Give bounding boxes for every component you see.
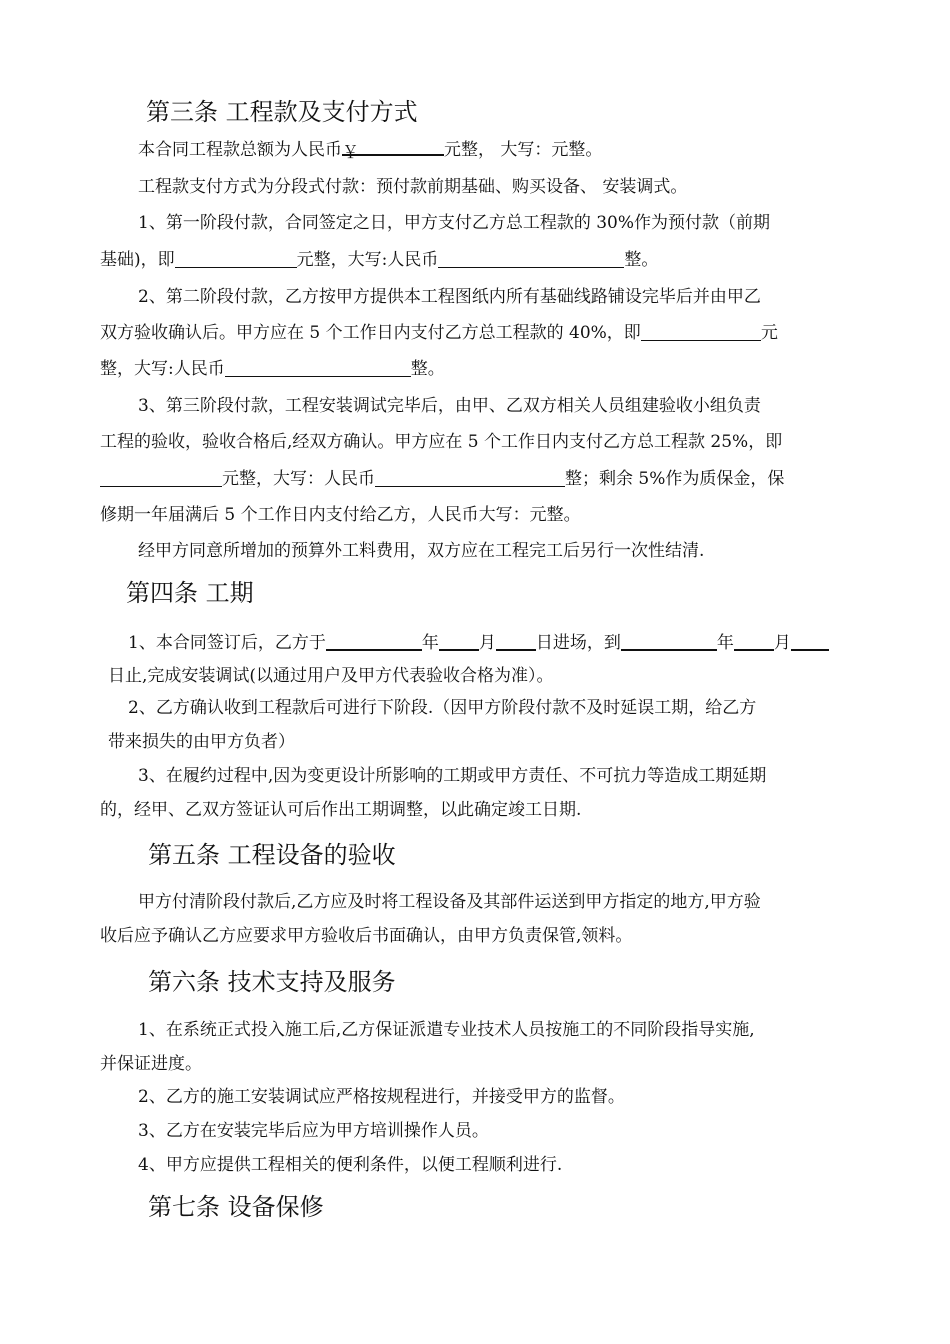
start-month-blank[interactable] bbox=[439, 630, 479, 651]
stage-3-line-3 bbox=[100, 461, 784, 498]
schedule-item-3-line-1: 3、在履约过程中,因为变更设计所影响的工期或甲方责任、不可抗力等造成工期延期 bbox=[138, 766, 767, 786]
article-3-paragraph-total bbox=[138, 132, 602, 169]
total-amount-suffix: 元整， 大写：元整。 bbox=[444, 140, 603, 160]
support-item-3: 3、乙方在安装完毕后应为甲方培训操作人员。 bbox=[138, 1121, 489, 1141]
stage-3-line-2: 工程的验收，验收合格后,经双方确认。甲方应在 5 个工作日内支付乙方总工程款 25%，即 bbox=[100, 432, 783, 452]
stage-1-text-c: 整。 bbox=[624, 250, 659, 270]
stage-1-text-a: 基础)，即 bbox=[100, 250, 175, 270]
schedule-item-3-line-2: 的，经甲、乙双方签证认可后作出工期调整，以此确定竣工日期. bbox=[100, 800, 582, 820]
stage-3-line-4: 修期一年届满后 5 个工作日内支付给乙方，人民币大写：元整。 bbox=[100, 505, 581, 525]
stage-3-text-a: 元整，大写：人民币 bbox=[222, 469, 375, 489]
acceptance-line-2: 收后应予确认乙方应要求甲方验收后书面确认，由甲方负责保管,领料。 bbox=[100, 926, 633, 946]
start-month-label: 月 bbox=[478, 633, 496, 653]
extra-cost-clause: 经甲方同意所增加的预算外工料费用，双方应在工程完工后另行一次性结清. bbox=[138, 541, 705, 561]
stage-2-amount-blank[interactable] bbox=[641, 321, 761, 341]
acceptance-line-1: 甲方付清阶段付款后,乙方应及时将工程设备及其部件运送到甲方指定的地方,甲方验 bbox=[138, 892, 761, 912]
end-month-label: 月 bbox=[773, 633, 791, 653]
start-year-label: 年 bbox=[421, 633, 439, 653]
schedule-text-a: 1、本合同签订后，乙方于 bbox=[128, 633, 326, 653]
end-year-label: 年 bbox=[716, 633, 734, 653]
article-3-payment-method: 工程款支付方式为分段式付款：预付款前期基础、购买设备、 安装调式。 bbox=[138, 177, 688, 197]
stage-2-text-c: 整，大写:人民币 bbox=[100, 359, 225, 379]
support-item-1-line-2: 并保证进度。 bbox=[100, 1054, 202, 1074]
stage-2-line-1: 2、第二阶段付款，乙方按甲方提供本工程图纸内所有基础线路铺设完毕后并由甲乙 bbox=[138, 287, 761, 307]
end-day-blank[interactable] bbox=[791, 630, 829, 651]
stage-3-words-blank[interactable] bbox=[375, 467, 565, 487]
stage-3-text-b: 整；剩余 5%作为质保金，保 bbox=[565, 469, 785, 489]
article-3-title: 第三条 工程款及支付方式 bbox=[146, 98, 418, 126]
stage-2-words-blank[interactable] bbox=[225, 357, 411, 377]
stage-1-line-2 bbox=[100, 242, 658, 279]
stage-2-line-3 bbox=[100, 351, 445, 388]
total-amount-blank[interactable] bbox=[342, 135, 444, 163]
article-5-title: 第五条 工程设备的验收 bbox=[148, 841, 396, 869]
stage-2-text-d: 整。 bbox=[410, 359, 445, 379]
article-7-title: 第七条 设备保修 bbox=[148, 1193, 324, 1221]
support-item-2: 2、乙方的施工安装调试应严格按规程进行，并接受甲方的监督。 bbox=[138, 1087, 625, 1107]
stage-1-text-b: 元整，大写:人民币 bbox=[296, 250, 439, 270]
end-year-blank[interactable] bbox=[621, 630, 717, 651]
end-month-blank[interactable] bbox=[734, 630, 774, 651]
support-item-4: 4、甲方应提供工程相关的便利条件，以便工程顺利进行. bbox=[138, 1155, 563, 1175]
support-item-1-line-1: 1、在系统正式投入施工后,乙方保证派遣专业技术人员按施工的不同阶段指导实施, bbox=[138, 1020, 755, 1040]
stage-3-amount-blank[interactable] bbox=[100, 467, 222, 487]
stage-1-words-blank[interactable] bbox=[438, 248, 624, 268]
start-day-blank[interactable] bbox=[496, 630, 536, 651]
stage-1-line-1: 1、第一阶段付款，合同签定之日，甲方支付乙方总工程款的 30%作为预付款（前期 bbox=[138, 213, 771, 233]
stage-1-amount-blank[interactable] bbox=[175, 248, 297, 268]
stage-3-line-1: 3、第三阶段付款，工程安装调试完毕后，由甲、乙双方相关人员组建验收小组负责 bbox=[138, 396, 761, 416]
stage-2-text-a: 双方验收确认后。甲方应在 5 个工作日内支付乙方总工程款的 40%，即 bbox=[100, 323, 641, 343]
schedule-item-2-line-1: 2、乙方确认收到工程款后可进行下阶段.（因甲方阶段付款不及时延误工期，给乙方 bbox=[128, 698, 757, 718]
stage-2-line-2 bbox=[100, 315, 778, 352]
schedule-item-1-line-2: 日止,完成安装调试(以通过用户及甲方代表验收合格为准）。 bbox=[108, 666, 554, 686]
start-year-blank[interactable] bbox=[326, 630, 422, 651]
schedule-item-1-line-1 bbox=[128, 625, 829, 662]
total-amount-label: 本合同工程款总额为人民币 bbox=[138, 140, 342, 160]
stage-2-text-b: 元 bbox=[760, 323, 778, 343]
article-6-title: 第六条 技术支持及服务 bbox=[148, 968, 396, 996]
yen-symbol: ￥ bbox=[342, 143, 359, 163]
article-4-title: 第四条 工期 bbox=[126, 579, 254, 607]
schedule-item-2-line-2: 带来损失的由甲方负者） bbox=[108, 732, 295, 752]
start-day-label: 日进场，到 bbox=[535, 633, 621, 653]
